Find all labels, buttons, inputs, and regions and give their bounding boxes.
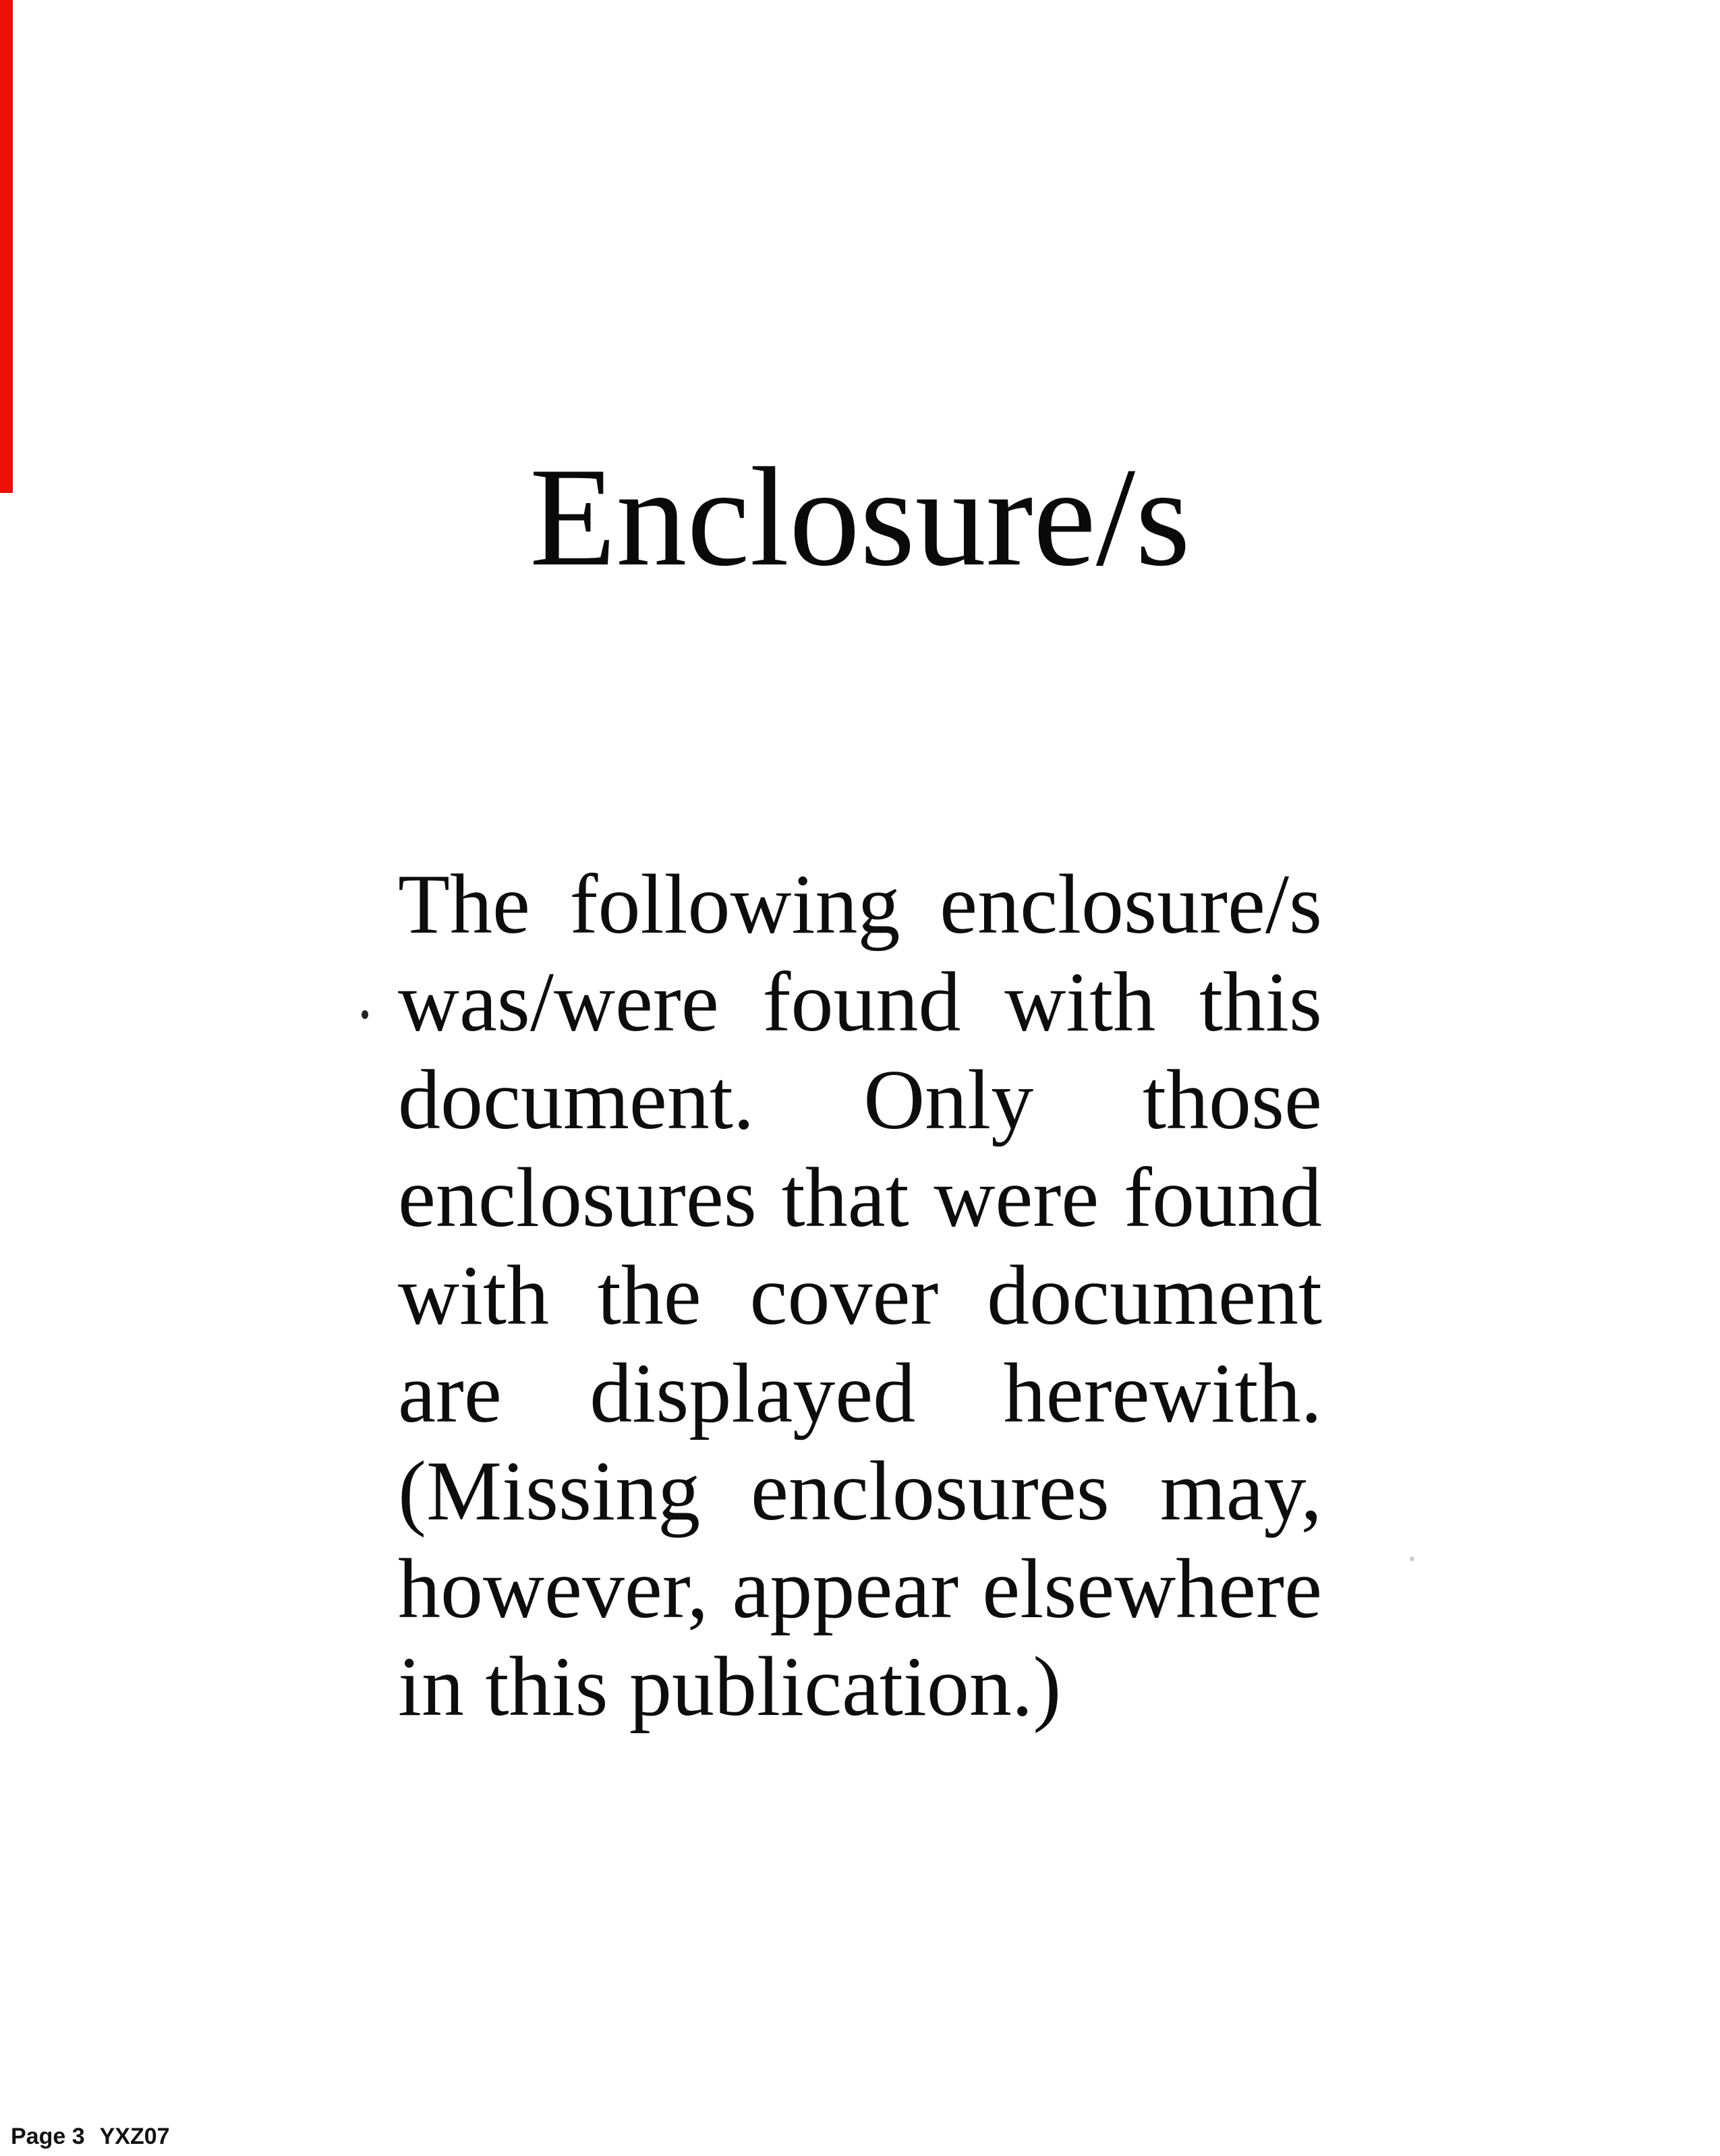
scan-artifact-dot (362, 1010, 368, 1019)
body-line: in this publication.) (398, 1640, 1062, 1734)
footer-doc-code: YXZ07 (99, 2124, 170, 2149)
body-line: document. Only those (398, 1053, 1322, 1147)
body-line: however, appear elsewhere (398, 1542, 1322, 1636)
body-line: (Missing enclosures may, (398, 1445, 1322, 1538)
body-line: with the cover document (398, 1249, 1322, 1343)
body-line: was/were found with this (398, 956, 1322, 1049)
body-line: enclosures that were found (398, 1151, 1322, 1245)
page-footer (11, 2124, 170, 2149)
body-paragraph (398, 856, 1322, 1736)
footer-page-number: Page 3 (11, 2124, 85, 2149)
body-line: are displayed herewith. (398, 1347, 1322, 1440)
scan-artifact-red-bar (0, 0, 13, 493)
page-title: Enclosure/s (529, 438, 1191, 595)
scan-artifact-speck (1410, 1556, 1414, 1561)
body-line: The following enclosure/s (398, 858, 1322, 952)
